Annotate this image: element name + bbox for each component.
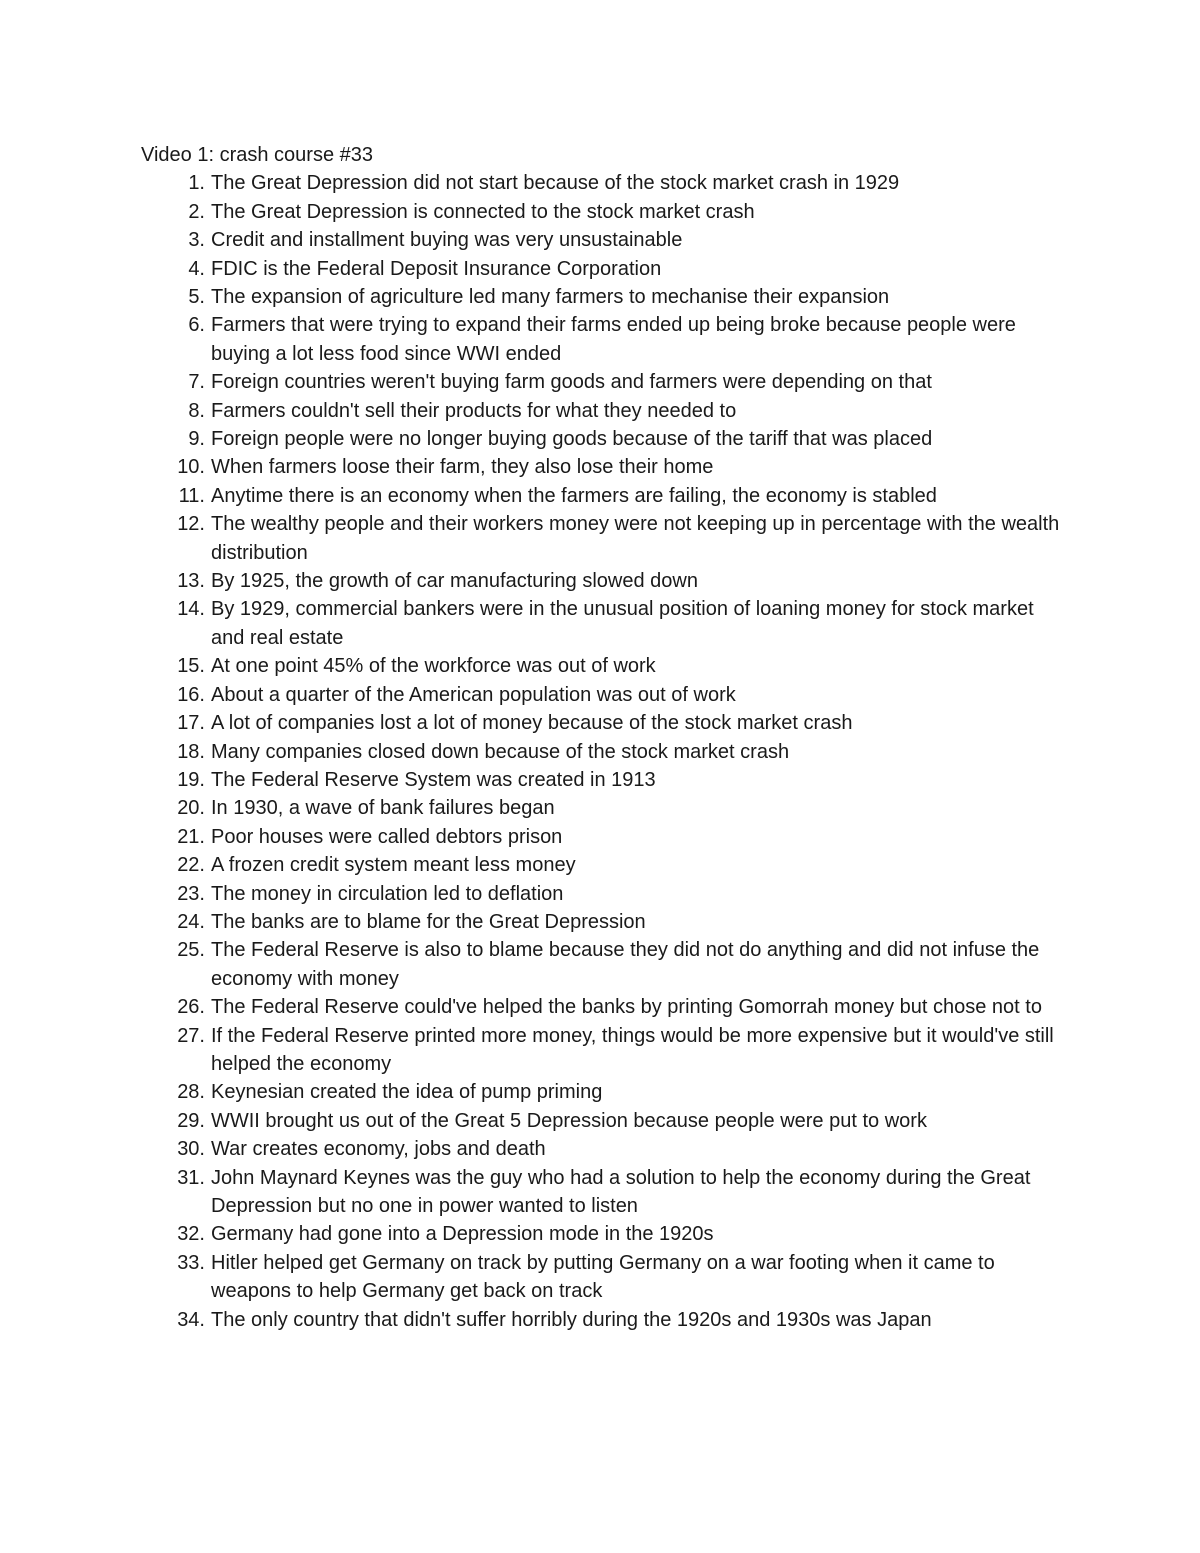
list-item-number: 26. bbox=[177, 996, 205, 1019]
list-item-number: 5. bbox=[188, 286, 205, 309]
list-item-number: 9. bbox=[188, 428, 205, 451]
list-item-text: John Maynard Keynes was the guy who had a solution to help the economy during the Great Depression but no one in power wanted to listen bbox=[211, 1166, 1031, 1218]
list-item-number: 21. bbox=[177, 825, 205, 848]
list-item-number: 2. bbox=[188, 200, 205, 223]
list-item-text: The Federal Reserve could've helped the banks by printing Gomorrah money but chose not to bbox=[211, 996, 1042, 1019]
notes-list bbox=[0, 169, 1200, 1334]
list-item-number: 3. bbox=[188, 229, 205, 252]
list-item bbox=[0, 169, 1071, 197]
list-item bbox=[0, 1164, 1071, 1221]
list-item-number: 10. bbox=[177, 456, 205, 479]
list-item-text: When farmers loose their farm, they also lose their home bbox=[211, 456, 714, 479]
list-item bbox=[0, 567, 1071, 595]
list-item bbox=[0, 652, 1071, 680]
list-item-text: The Great Depression did not start because of the stock market crash in 1929 bbox=[211, 172, 900, 195]
list-item-text: The Federal Reserve is also to blame because they did not do anything and did not infuse the economy with money bbox=[211, 939, 1040, 990]
list-item bbox=[0, 1107, 1071, 1135]
list-item bbox=[0, 908, 1071, 936]
list-item bbox=[0, 738, 1071, 766]
list-item-number: 30. bbox=[177, 1138, 205, 1161]
list-item bbox=[0, 1220, 1071, 1248]
list-item-text: Foreign countries weren't buying farm goods and farmers were depending on that bbox=[211, 371, 932, 394]
list-item-number: 27. bbox=[177, 1024, 205, 1047]
list-item-text: The money in circulation led to deflation bbox=[211, 882, 564, 905]
list-item-number: 28. bbox=[177, 1081, 205, 1104]
list-item-text: In 1930, a wave of bank failures began bbox=[211, 797, 555, 820]
list-item bbox=[0, 1022, 1071, 1079]
list-item-number: 31. bbox=[177, 1166, 205, 1189]
list-item-text: A frozen credit system meant less money bbox=[211, 854, 576, 877]
list-item-text: About a quarter of the American population was out of work bbox=[211, 683, 736, 706]
list-item bbox=[0, 936, 1071, 993]
list-item bbox=[0, 198, 1071, 226]
list-item bbox=[0, 709, 1071, 737]
list-item-number: 23. bbox=[177, 882, 205, 905]
list-item-text: Many companies closed down because of the stock market crash bbox=[211, 740, 790, 763]
list-item-number: 1. bbox=[188, 172, 205, 195]
list-item bbox=[0, 311, 1071, 368]
list-item bbox=[0, 595, 1071, 652]
list-item-text: Germany had gone into a Depression mode in the 1920s bbox=[211, 1223, 714, 1246]
list-item bbox=[0, 283, 1071, 311]
list-item-number: 14. bbox=[177, 598, 205, 621]
list-item-number: 32. bbox=[177, 1223, 205, 1246]
list-item bbox=[0, 425, 1071, 453]
list-item-text: The expansion of agriculture led many farmers to mechanise their expansion bbox=[211, 286, 890, 309]
list-item bbox=[0, 397, 1071, 425]
list-item bbox=[0, 1135, 1071, 1163]
list-item-text: Hitler helped get Germany on track by putting Germany on a war footing when it came to weapons to help Germany get back on track bbox=[211, 1251, 995, 1303]
list-item-number: 4. bbox=[188, 257, 205, 280]
list-item-number: 25. bbox=[177, 939, 205, 962]
list-item bbox=[0, 993, 1071, 1021]
list-item-number: 15. bbox=[177, 655, 205, 678]
list-item bbox=[0, 1078, 1071, 1106]
list-item bbox=[0, 880, 1071, 908]
list-item-text: War creates economy, jobs and death bbox=[211, 1138, 546, 1161]
list-item-number: 20. bbox=[177, 797, 205, 820]
list-item-text: Farmers that were trying to expand their farms ended up being broke because people were buying a lot less food since WWI ended bbox=[211, 314, 1016, 365]
list-item bbox=[0, 681, 1071, 709]
list-item-text: If the Federal Reserve printed more money, things would be more expensive but it would've still helped the economy bbox=[211, 1024, 1054, 1075]
list-item-text: By 1929, commercial bankers were in the unusual position of loaning money for stock market and real estate bbox=[211, 598, 1034, 649]
list-item-text: The Federal Reserve System was created in 1913 bbox=[211, 768, 656, 791]
list-item-text: Credit and installment buying was very unsustainable bbox=[211, 229, 683, 252]
list-item-number: 16. bbox=[177, 683, 205, 706]
list-item-number: 6. bbox=[188, 314, 205, 337]
list-item bbox=[0, 226, 1071, 254]
list-item bbox=[0, 823, 1071, 851]
list-item-number: 7. bbox=[188, 371, 205, 394]
list-item-number: 19. bbox=[177, 768, 205, 791]
list-item-number: 22. bbox=[177, 854, 205, 877]
list-item-text: The wealthy people and their workers money were not keeping up in percentage with the wealth distribution bbox=[211, 513, 1060, 564]
list-item bbox=[0, 453, 1071, 481]
list-item-number: 12. bbox=[177, 513, 205, 536]
list-item-text: Poor houses were called debtors prison bbox=[211, 825, 563, 848]
list-item-number: 24. bbox=[177, 910, 205, 933]
list-item bbox=[0, 1249, 1071, 1306]
list-item-number: 13. bbox=[177, 570, 205, 593]
list-item bbox=[0, 510, 1071, 567]
list-item-text: Foreign people were no longer buying goods because of the tariff that was placed bbox=[211, 428, 933, 451]
list-item-number: 33. bbox=[177, 1251, 205, 1274]
list-item bbox=[0, 368, 1071, 396]
list-item-text: Keynesian created the idea of pump priming bbox=[211, 1081, 603, 1104]
list-item-text: The only country that didn't suffer horribly during the 1920s and 1930s was Japan bbox=[211, 1308, 932, 1331]
list-item bbox=[0, 255, 1071, 283]
document-title: Video 1: crash course #33 bbox=[141, 144, 374, 166]
list-item bbox=[0, 794, 1071, 822]
list-item bbox=[0, 482, 1071, 510]
list-item-text: By 1925, the growth of car manufacturing slowed down bbox=[211, 570, 698, 593]
list-item-number: 18. bbox=[177, 740, 205, 763]
list-item-number: 29. bbox=[177, 1109, 205, 1132]
list-item-text: At one point 45% of the workforce was out of work bbox=[211, 655, 656, 678]
list-item bbox=[0, 851, 1071, 879]
list-item bbox=[0, 1306, 1071, 1334]
list-item-number: 17. bbox=[177, 712, 205, 735]
list-item-text: WWII brought us out of the Great 5 Depression because people were put to work bbox=[211, 1109, 927, 1132]
list-item-text: Anytime there is an economy when the farmers are failing, the economy is stabled bbox=[211, 484, 937, 507]
list-item bbox=[0, 766, 1071, 794]
list-item-number: 34. bbox=[177, 1308, 205, 1331]
list-item-number: 11. bbox=[178, 484, 205, 507]
list-item-text: Farmers couldn't sell their products for what they needed to bbox=[211, 399, 737, 422]
list-item-text: The Great Depression is connected to the stock market crash bbox=[211, 200, 755, 223]
list-item-number: 8. bbox=[188, 399, 205, 422]
list-item-text: A lot of companies lost a lot of money because of the stock market crash bbox=[211, 712, 853, 735]
list-item-text: The banks are to blame for the Great Depression bbox=[211, 910, 646, 933]
list-item-text: FDIC is the Federal Deposit Insurance Corporation bbox=[211, 257, 662, 280]
